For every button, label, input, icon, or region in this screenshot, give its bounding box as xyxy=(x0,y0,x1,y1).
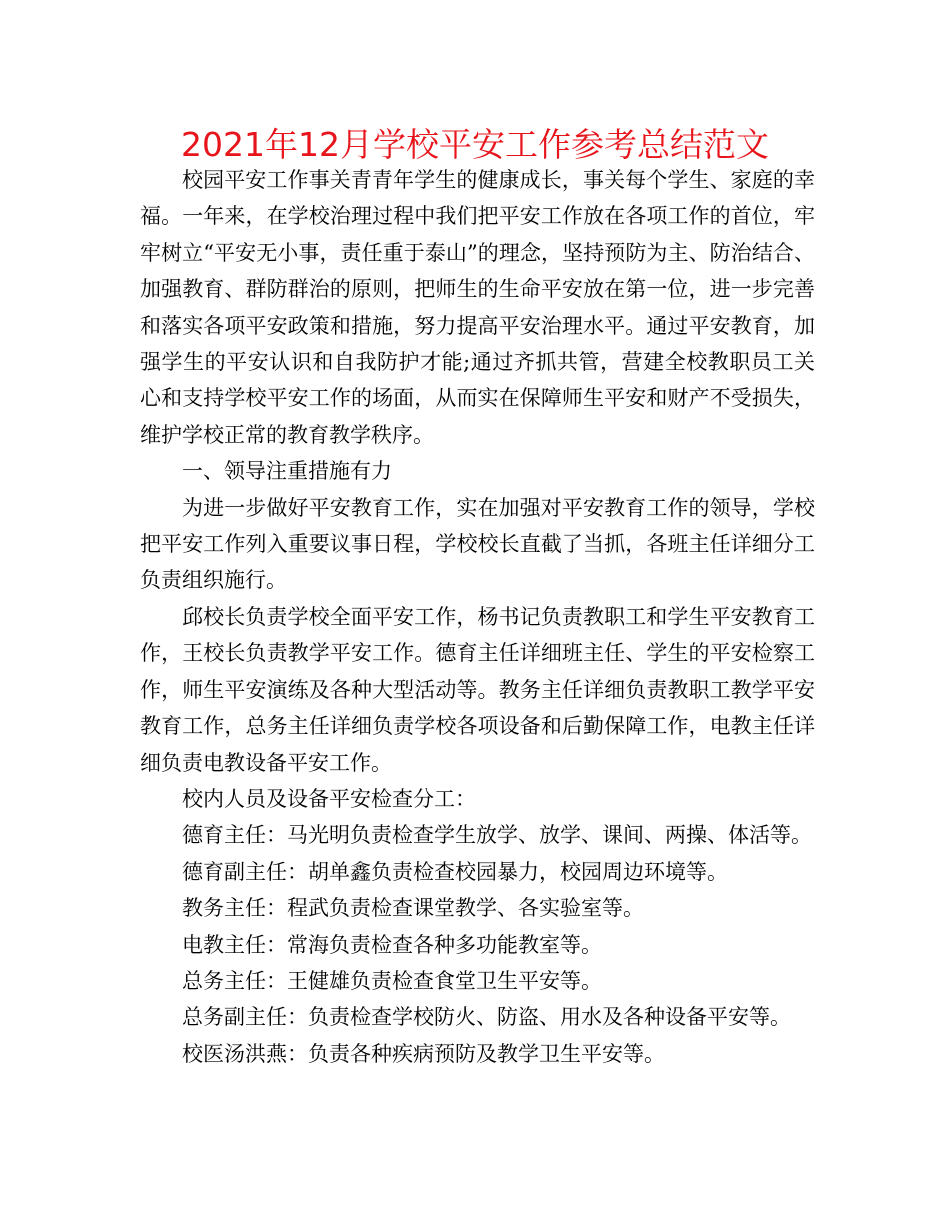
paragraph-leadership: 为进一步做好平安教育工作，实在加强对平安教育工作的领导，学校把平安工作列入重要议事日程，学校校长直截了当抓，各班主任详细分工负责组织施行。 xyxy=(140,495,815,593)
paragraph-general-director: 总务主任：王健雄负责检查食堂卫生平安等。 xyxy=(182,968,602,993)
section-heading-1: 一、领导注重措施有力 xyxy=(182,459,392,484)
paragraph-av-director: 电教主任：常海负责检查各种多功能教室等。 xyxy=(182,932,602,957)
paragraph-responsibilities: 邱校长负责学校全面平安工作，杨书记负责教职工和学生平安教育工作，王校长负责教学平安工作。德育主任详细班主任、学生的平安检察工作，师生平安演练及各种大型活动等。教务主任详细负责教职工教学平安教育工作，总务主任详细负责学校各项设备和后勤保障工作，电教主任详细负责电教设备平安工作。 xyxy=(140,604,815,775)
paragraph-academic-director: 教务主任：程武负责检查课堂教学、各实验室等。 xyxy=(182,896,644,921)
paragraph-moral-deputy: 德育副主任：胡单鑫负责检查校园暴力，校园周边环境等。 xyxy=(182,859,728,884)
paragraph-school-doctor: 校医汤洪燕：负责各种疾病预防及教学卫生平安等。 xyxy=(182,1041,665,1066)
document-body xyxy=(140,162,815,1072)
paragraph-inspection-heading: 校内人员及设备平安检查分工： xyxy=(182,786,476,811)
paragraph-general-deputy: 总务副主任：负责检查学校防火、防盗、用水及各种设备平安等。 xyxy=(182,1005,791,1030)
document-title: 2021年12月学校平安工作参考总结范文 xyxy=(181,125,769,164)
paragraph-intro: 校园平安工作事关青青年学生的健康成长，事关每个学生、家庭的幸福。一年来，在学校治理过程中我们把平安工作放在各项工作的首位，牢牢树立“平安无小事，责任重于泰山”的理念，坚持预防为主、防治结合、加强教育、群防群治的原则，把师生的生命平安放在第一位，进一步完善和落实各项平安政策和措施，努力提高平安治理水平。通过平安教育，加强学生的平安认识和自我防护才能;通过齐抓共管，营建全校教职员工关心和支持学校平安工作的场面，从而实在保障师生平安和财产不受损失，维护学校正常的教育教学秩序。 xyxy=(140,168,815,447)
paragraph-moral-director: 德育主任：马光明负责检查学生放学、放学、课间、两操、体活等。 xyxy=(182,823,812,848)
